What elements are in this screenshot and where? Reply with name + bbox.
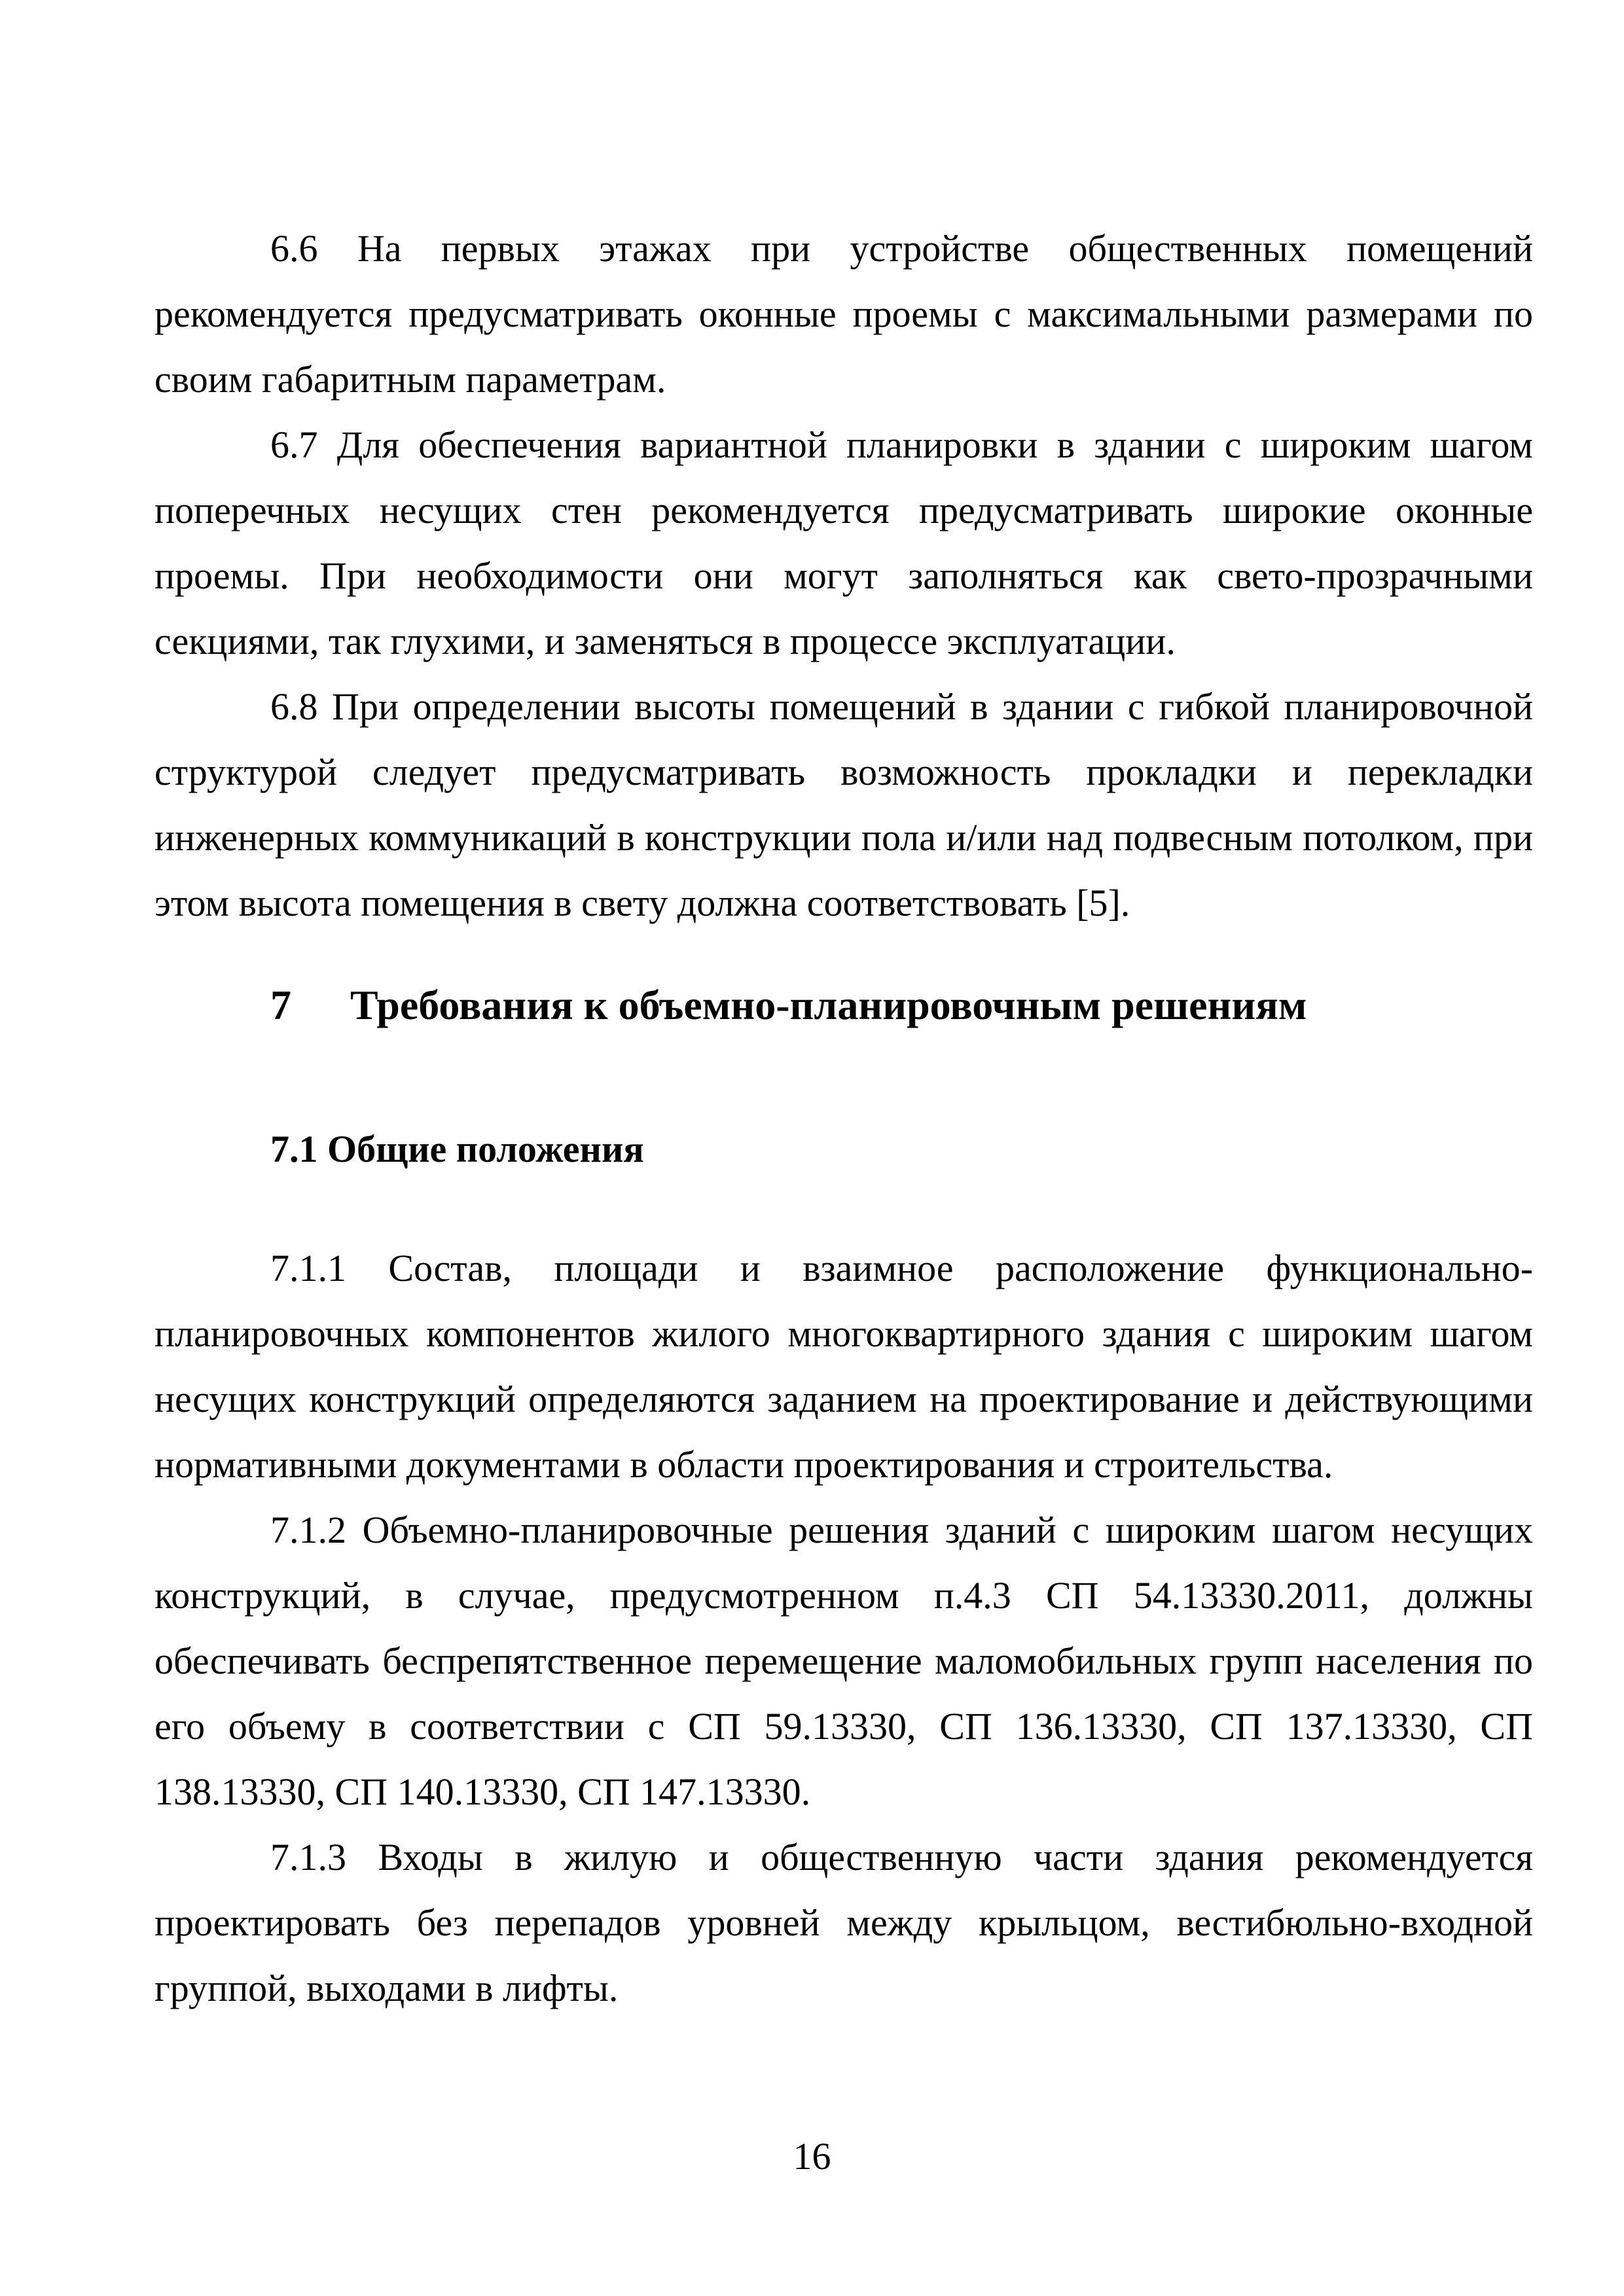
paragraph-6-8: 6.8 При определении высоты помещений в здании с гибкой планировочной структурой следует предусматривать возможность прокладки и перекладки инженерных коммуникаций в конструкции пола и/или над подвесным потолком, при этом высота помещения в свету должна соответствовать [5]. — [154, 685, 1533, 924]
section-6-text — [154, 216, 1533, 936]
section-7-title: Требования к объемно-планировочным решениям — [350, 982, 1307, 1028]
page-number: 16 — [793, 2135, 831, 2178]
paragraph-7-1-1: 7.1.1 Состав, площади и взаимное расположение функционально-планировочных компонентов жилого многоквартирного здания с широким шагом несущих конструкций определяются заданием на проектирование и действующими нормативными документами в области проектирования и строительства. — [154, 1247, 1533, 1486]
paragraph-7-1-2: 7.1.2 Объемно-планировочные решения зданий с широким шагом несущих конструкций, в случае, предусмотренном п.4.3 СП 54.13330.2011, должны обеспечивать беспрепятственное перемещение маломобильных групп населения по его объему в соответствии с СП 59.13330, СП 136.13330, СП 137.13330, СП 138.13330, СП 140.13330, СП 147.13330. — [154, 1509, 1533, 1813]
subsection-7-1-text — [154, 1236, 1533, 2021]
paragraph-7-1-3: 7.1.3 Входы в жилую и общественную части здания рекомендуется проектировать без перепадов уровней между крыльцом, вестибюльно-входной группой, выходами в лифты. — [154, 1836, 1533, 2009]
section-7-number: 7 — [270, 982, 291, 1028]
paragraph-6-7: 6.7 Для обеспечения вариантной планировки в здании с широким шагом поперечных несущих стен рекомендуется предусматривать широкие оконные проемы. При необходимости они могут заполняться как свето-прозрачными секциями, так глухими, и заменяться в процессе эксплуатации. — [154, 423, 1533, 662]
paragraph-6-6: 6.6 На первых этажах при устройстве общественных помещений рекомендуется предусматривать оконные проемы с максимальными размерами по своим габаритным параметрам. — [154, 227, 1533, 401]
section-7-heading — [270, 979, 1307, 1031]
subsection-7-1-heading: 7.1 Общие положения — [270, 1128, 644, 1170]
